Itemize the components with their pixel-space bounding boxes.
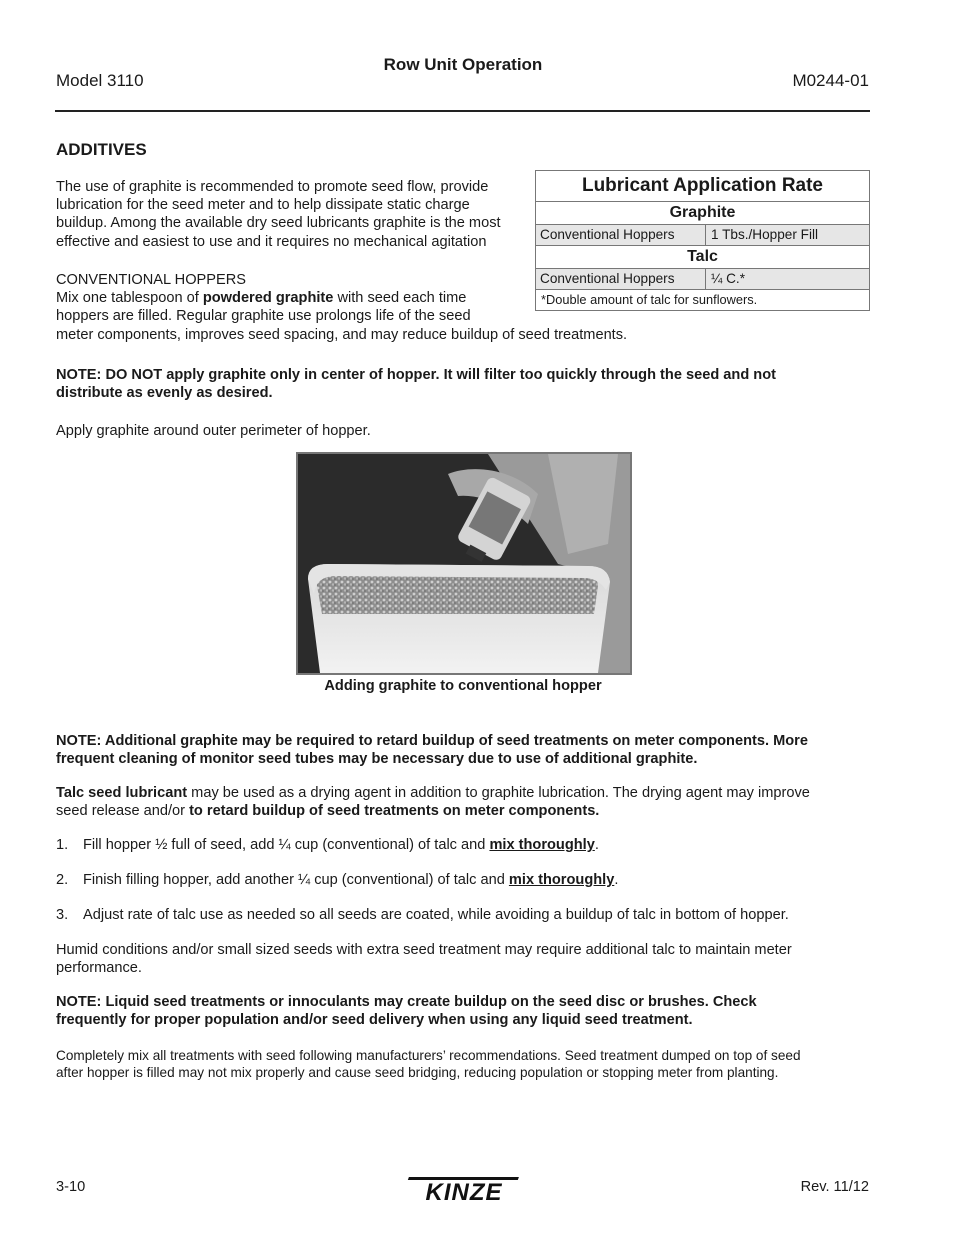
note-liquid-treatments: NOTE: Liquid seed treatments or innoculants may create buildup on the seed disc or brushes. Check frequently for proper population and/or seed delivery when using any liquid seed treatment. xyxy=(56,994,757,1029)
note-center-warning: NOTE: DO NOT apply graphite only in center of hopper. It will filter too quickly through the seed and not distribute as evenly as desired. xyxy=(56,367,776,402)
conventional-hoppers-block: CONVENTIONAL HOPPERS Mix one tablespoon of powdered graphite with seed each time hoppers are filled. Regular graphite use prolongs life of the seed meter components, improves seed spacing, and may reduce buildup of seed treatments. xyxy=(56,272,628,343)
section-title: Row Unit Operation xyxy=(383,55,543,74)
humid-paragraph: Humid conditions and/or small sized seeds with extra seed treatment may require additional talc to maintain meter performance. xyxy=(56,942,792,977)
talc-paragraph: Talc seed lubricant may be used as a drying agent in addition to graphite lubrication. The drying agent may improve seed release and/or to retard buildup of seed treatments on meter components. xyxy=(56,785,810,820)
list-item: 3. Adjust rate of talc use as needed so all seeds are coated, while avoiding a buildup of talc in bottom of hopper. xyxy=(56,907,789,923)
table-section-graphite: Graphite xyxy=(669,204,736,221)
list-item: 1. Fill hopper ½ full of seed, add ¼ cup (conventional) of talc and mix thoroughly. xyxy=(56,837,599,853)
table-footnote: *Double amount of talc for sunflowers. xyxy=(541,292,758,307)
table-row: Conventional Hoppers ¼ C.* xyxy=(536,268,869,289)
section-heading: ADDITIVES xyxy=(56,140,147,159)
conventional-heading: CONVENTIONAL HOPPERS xyxy=(56,272,247,288)
apply-instruction: Apply graphite around outer perimeter of hopper. xyxy=(56,423,371,439)
list-item: 2. Finish filling hopper, add another ¼ cup (conventional) of talc and mix thoroughly. xyxy=(56,872,619,888)
page-number: 3-10 xyxy=(56,1179,86,1195)
table-row: Conventional Hoppers 1 Tbs./Hopper Fill xyxy=(536,224,869,245)
kinze-logo xyxy=(404,1174,524,1204)
figure-caption: Adding graphite to conventional hopper xyxy=(324,678,602,694)
doc-number: M0244-01 xyxy=(792,71,869,90)
hopper-photo xyxy=(296,452,632,675)
model-label: Model 3110 xyxy=(56,71,144,90)
final-paragraph: Completely mix all treatments with seed following manufacturers’ recommendations. Seed treatment dumped on top of seed after hopper is filled may not mix properly and cause seed bridging, reducing population or stopping meter from planting. xyxy=(56,1048,801,1080)
intro-paragraph: The use of graphite is recommended to promote seed flow, provide lubrication for the seed meter and to help dissipate static charge buildup. Among the available dry seed lubricants graphite is the most effective and easiest to use and it requires no mechanical agitation xyxy=(56,179,501,250)
header-rule xyxy=(55,110,870,112)
svg-text:KINZE: KINZE xyxy=(425,1179,503,1204)
hopper-photo-illustration xyxy=(298,454,630,673)
table-section-talc: Talc xyxy=(687,248,718,265)
table-title: Lubricant Application Rate xyxy=(581,175,824,196)
note-additional-graphite: NOTE: Additional graphite may be required to retard buildup of seed treatments on meter components. More frequent cleaning of monitor seed tubes may be necessary due to use of additional graphite. xyxy=(56,733,808,768)
lubricant-rate-table xyxy=(535,170,870,311)
revision-label: Rev. 11/12 xyxy=(800,1179,869,1195)
